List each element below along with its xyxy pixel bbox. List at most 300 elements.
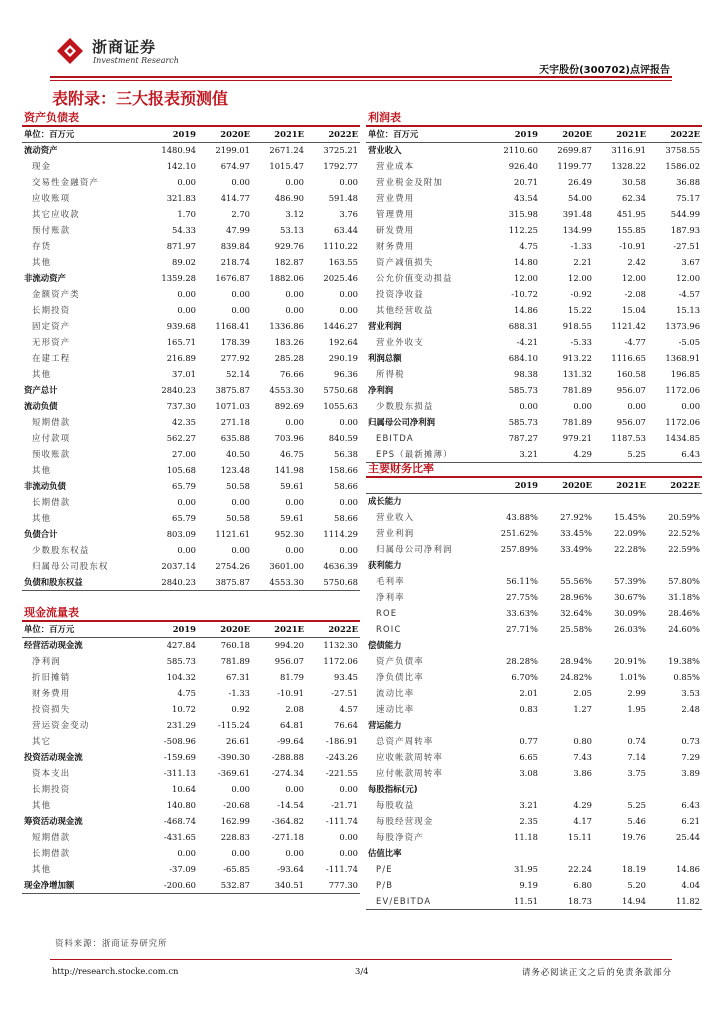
row-value: 7.29 (681, 752, 700, 762)
table-title: 主要财务比率 (366, 459, 702, 477)
row-value: 15.22 (568, 305, 592, 315)
row-label: 少数股东损益 (376, 401, 434, 411)
row-value: 451.95 (616, 209, 646, 219)
row-value: 2199.01 (215, 145, 250, 156)
column-header: 2021E (594, 477, 648, 493)
table-row (22, 558, 360, 574)
row-value (594, 717, 648, 733)
row-value: -468.74 (163, 816, 196, 826)
row-value: 231.29 (166, 720, 196, 730)
row-value: 1586.02 (665, 161, 701, 171)
row-value: 0.80 (573, 736, 592, 746)
row-label: 流动负债 (24, 401, 58, 411)
row-value: 50.58 (226, 481, 250, 491)
row-value: 1.01% (619, 672, 646, 682)
row-value: 918.55 (562, 321, 592, 331)
row-value: 285.28 (274, 353, 304, 363)
row-value: 1.70 (177, 209, 196, 219)
row-value: -0.92 (570, 289, 592, 299)
row-value: 30.58 (622, 177, 646, 187)
row-value: -369.61 (217, 768, 250, 778)
row-value: 0.83 (519, 704, 538, 714)
table-row (366, 893, 702, 909)
column-header: 2021E (252, 621, 306, 637)
table-row (366, 621, 702, 637)
row-value: 781.89 (562, 417, 592, 427)
row-label: 长期投资 (32, 305, 71, 315)
row-value: 414.77 (220, 193, 250, 203)
row-label: 应收帐款周转率 (376, 752, 444, 762)
row-value: 760.18 (220, 640, 250, 651)
row-value: -27.51 (673, 241, 701, 251)
row-value (540, 637, 594, 653)
row-value: 11.82 (648, 893, 702, 909)
report-title: 天宇股份(300702)点评报告 (539, 65, 670, 76)
unit-label: 单位：百万元 (22, 126, 144, 142)
row-value: 3.86 (573, 768, 592, 778)
row-label: 流动资产 (24, 145, 58, 156)
row-value: 31.95 (514, 864, 538, 874)
row-label: 应付款项 (32, 433, 71, 443)
row-value: 3.53 (681, 688, 700, 698)
row-value: 26.61 (226, 736, 250, 746)
row-value: 30.67% (614, 592, 646, 602)
row-label: 营业利润 (368, 321, 402, 331)
table-row (366, 573, 702, 589)
row-label: 应付帐款周转率 (376, 768, 444, 778)
row-label: 所得税 (376, 369, 405, 379)
row-value: -4.21 (516, 337, 538, 347)
row-value: 5750.68 (306, 574, 360, 590)
row-value: 218.74 (220, 257, 250, 267)
row-value: 3.12 (285, 209, 304, 219)
row-value: 2.99 (627, 688, 646, 698)
row-value: 585.73 (508, 385, 538, 395)
row-value: 105.68 (166, 465, 196, 475)
row-value: 27.92% (560, 512, 592, 522)
table-row (22, 478, 360, 494)
row-value: 840.59 (328, 433, 359, 443)
row-label: 流动比率 (376, 688, 415, 698)
table-row (366, 541, 702, 557)
table-row (22, 462, 360, 478)
row-value: -221.55 (325, 768, 359, 778)
row-value: 98.38 (514, 369, 538, 379)
column-header: 2022E (648, 126, 702, 142)
row-value: -1.33 (228, 688, 250, 698)
row-value: 1121.42 (611, 321, 646, 331)
row-value: 28.94% (560, 656, 592, 666)
row-value: 140.80 (166, 800, 196, 810)
financial-ratios-table (366, 459, 702, 910)
table-row (22, 174, 360, 190)
row-value: 0.00 (339, 497, 359, 507)
table-row (366, 605, 702, 621)
row-label: 资产总计 (24, 385, 58, 395)
row-label: 研发费用 (376, 225, 415, 235)
row-value: 55.56% (560, 576, 592, 586)
row-value: 4.57 (339, 704, 359, 714)
row-label: 净利润 (32, 656, 61, 666)
table-title: 现金流量表 (22, 603, 360, 621)
row-value: 1480.94 (161, 145, 196, 156)
row-value: 2754.26 (215, 561, 250, 571)
table-row (366, 877, 702, 893)
row-value: 2.01 (519, 688, 538, 698)
table-row (22, 158, 360, 174)
table-row (366, 765, 702, 781)
row-value: 839.84 (220, 241, 250, 251)
table-row (22, 430, 360, 446)
row-value: -200.60 (144, 877, 198, 893)
row-value: 1.27 (573, 704, 592, 714)
row-value: 26.03% (614, 624, 646, 634)
table-row (366, 813, 702, 829)
table-row (22, 334, 360, 350)
row-value: 14.86 (676, 864, 700, 874)
row-value: 1199.77 (557, 161, 592, 171)
row-value: 532.87 (198, 877, 252, 893)
row-value (648, 493, 702, 509)
row-value: -10.91 (277, 688, 304, 698)
row-value: 6.43 (648, 446, 702, 462)
row-value: 19.38% (668, 656, 700, 666)
row-value: 196.85 (670, 369, 701, 379)
row-value: 3758.55 (665, 145, 701, 156)
table-title-row (366, 459, 702, 477)
header-blank (366, 477, 486, 493)
row-label: 总资产周转率 (376, 736, 434, 746)
row-value: 6.43 (681, 800, 700, 810)
row-value: 1121.61 (215, 529, 250, 539)
row-value: -111.74 (325, 816, 359, 826)
income-statement-table (366, 108, 702, 463)
row-label: 在建工程 (32, 353, 71, 363)
row-value: -10.72 (511, 289, 538, 299)
row-value: 28.96% (560, 592, 592, 602)
row-value: 787.27 (508, 433, 538, 443)
row-value: 1172.06 (323, 656, 359, 666)
row-value: 14.86 (514, 305, 538, 315)
row-value: 15.45% (614, 512, 646, 522)
row-value: 155.85 (616, 225, 646, 235)
row-value: 3.21 (486, 446, 540, 462)
row-value: 0.00 (177, 848, 196, 858)
row-value: 228.83 (220, 832, 250, 842)
row-value: 1373.96 (665, 321, 701, 331)
table-row (366, 158, 702, 174)
row-value: 0.00 (339, 305, 359, 315)
row-value: 585.73 (166, 656, 196, 666)
row-value: 979.21 (562, 433, 592, 443)
row-value: 11.51 (486, 893, 540, 909)
column-header: 2020E (198, 126, 252, 142)
table-row (366, 414, 702, 430)
table-row (22, 366, 360, 382)
table-row (366, 190, 702, 206)
row-label: 财务费用 (376, 241, 415, 251)
row-value: 3.08 (519, 768, 538, 778)
row-value: -274.34 (271, 768, 304, 778)
row-value: -21.71 (331, 800, 359, 810)
column-header: 2021E (594, 126, 648, 142)
table-row (22, 749, 360, 765)
row-value: 674.97 (220, 161, 250, 171)
row-label: 预付账款 (32, 225, 71, 235)
row-value: -37.09 (169, 864, 196, 874)
row-value: -243.26 (325, 752, 359, 762)
footer-url-link[interactable]: http://research.stocke.com.cn (52, 966, 179, 976)
column-header: 2020E (540, 126, 594, 142)
row-label: 其他 (32, 257, 52, 267)
row-value: 3875.87 (198, 574, 252, 590)
table-row (22, 494, 360, 510)
row-value (594, 781, 648, 797)
row-value: 76.64 (334, 720, 359, 730)
table-title-row (366, 108, 702, 126)
row-label: 资本支出 (32, 768, 71, 778)
row-value: 24.60% (668, 624, 700, 634)
company-logo-icon (55, 36, 85, 66)
row-value: 216.89 (166, 353, 196, 363)
row-value: 3.75 (627, 768, 646, 778)
table-row (366, 174, 702, 190)
row-label: 筹资活动现金流 (24, 816, 83, 826)
row-value: 956.07 (616, 417, 646, 427)
row-value: 2.70 (231, 209, 250, 219)
table-row (22, 222, 360, 238)
row-value: 0.00 (339, 848, 359, 858)
row-value: -111.74 (325, 864, 359, 874)
row-value: 2.35 (519, 816, 538, 826)
row-value: 131.32 (562, 369, 592, 379)
row-value: 956.07 (616, 385, 646, 395)
row-value: 22.59% (668, 544, 700, 554)
row-value (486, 557, 540, 573)
row-label: 负债合计 (24, 529, 58, 539)
row-value: 5.25 (627, 800, 646, 810)
table-row (366, 302, 702, 318)
row-label: 营运能力 (368, 720, 402, 730)
row-value: 123.48 (220, 465, 250, 475)
table-row (366, 254, 702, 270)
row-value: 3.21 (519, 800, 538, 810)
row-label: 经营活动现金流 (24, 640, 83, 651)
row-value: -5.05 (678, 337, 701, 347)
row-value: 3.76 (339, 209, 359, 219)
table-row (22, 510, 360, 526)
row-label: 营运资金变动 (32, 720, 90, 730)
row-value (594, 845, 648, 861)
row-value: 26.49 (568, 177, 592, 187)
row-label: 其他 (32, 369, 52, 379)
cashflow-table (22, 603, 360, 894)
row-label: 营业外收支 (376, 337, 424, 347)
row-label: ROE (376, 608, 398, 618)
row-label: 估值比率 (368, 848, 402, 858)
row-value: 27.75% (506, 592, 538, 602)
row-value: 486.90 (274, 193, 304, 203)
row-label: 现金净增加额 (22, 877, 144, 893)
row-value: 76.66 (280, 369, 304, 379)
row-value: 0.00 (231, 177, 250, 187)
row-value: 688.31 (508, 321, 538, 331)
row-value: -390.30 (217, 752, 250, 762)
row-value: -14.54 (277, 800, 304, 810)
footer-divider (50, 959, 672, 960)
row-value: 803.09 (166, 529, 196, 539)
table-row (366, 653, 702, 669)
row-value: 6.21 (681, 816, 700, 826)
row-label: 净利率 (376, 592, 405, 602)
row-value: 19.76 (622, 832, 646, 842)
row-value: 64.81 (280, 720, 304, 730)
row-value: 33.49% (560, 544, 592, 554)
row-label: 存货 (32, 241, 52, 251)
row-value: 5.25 (594, 446, 648, 462)
table-row (22, 398, 360, 414)
row-value: 104.32 (166, 672, 196, 682)
row-value: 178.39 (220, 337, 250, 347)
row-label: EPS（最新摊薄） (366, 446, 486, 462)
row-value: 0.00 (177, 545, 196, 555)
row-value: 58.66 (334, 513, 359, 523)
row-label: 每股收益 (376, 800, 415, 810)
row-value: 20.71 (514, 177, 538, 187)
table-row (22, 350, 360, 366)
row-value: 1359.28 (161, 273, 196, 283)
table-row (22, 701, 360, 717)
row-value: -27.51 (331, 688, 359, 698)
row-value: 1187.53 (611, 433, 646, 443)
row-value: 22.28% (614, 544, 646, 554)
page-number: 3/4 (355, 966, 369, 976)
row-value: 4.04 (681, 880, 700, 890)
table-row (22, 526, 360, 542)
row-value: 31.18% (668, 592, 700, 602)
row-value: 952.30 (274, 529, 304, 539)
row-value: 53.13 (280, 225, 304, 235)
balance-sheet-table (22, 108, 360, 591)
row-value: 25.44 (676, 832, 700, 842)
row-value: 684.10 (508, 353, 538, 363)
table-row (366, 382, 702, 398)
row-value: -115.24 (217, 720, 250, 730)
row-value: 781.89 (220, 656, 250, 666)
row-label: 长期借款 (32, 848, 71, 858)
table-row (366, 669, 702, 685)
row-label: 长期借款 (32, 497, 71, 507)
row-value: -99.64 (277, 736, 304, 746)
row-value: 58.66 (334, 481, 359, 491)
table-row (22, 717, 360, 733)
table-row (366, 845, 702, 861)
table-row (366, 430, 702, 446)
row-value: 2.05 (573, 688, 592, 698)
row-value: 54.33 (172, 225, 196, 235)
table-row (22, 669, 360, 685)
table-row (22, 542, 360, 558)
row-value: 5750.68 (323, 385, 359, 395)
row-value: 0.85% (673, 672, 700, 682)
row-value (594, 557, 648, 573)
row-value: 112.25 (508, 225, 538, 235)
row-value: 15.04 (622, 305, 646, 315)
row-value: 4636.39 (323, 561, 359, 571)
row-label: 速动比率 (376, 704, 415, 714)
row-value: 737.30 (166, 401, 196, 411)
row-value (648, 637, 702, 653)
header-divider (50, 76, 672, 78)
row-label: 净利润 (368, 385, 394, 395)
row-value: 1015.47 (269, 161, 304, 171)
row-value: 1368.91 (665, 353, 701, 363)
row-value: -65.85 (223, 864, 250, 874)
row-value: -93.64 (277, 864, 304, 874)
row-label: 每股净资产 (376, 832, 424, 842)
table-row (22, 318, 360, 334)
row-value: 1110.22 (323, 241, 359, 251)
row-value: -20.68 (223, 800, 250, 810)
row-label: 固定资产 (32, 321, 71, 331)
row-value: 3.67 (681, 257, 701, 267)
row-value: 33.63% (506, 608, 538, 618)
row-value: 134.99 (562, 225, 592, 235)
row-value: 0.00 (285, 848, 304, 858)
row-value: 777.30 (306, 877, 360, 893)
column-header: 2020E (198, 621, 252, 637)
row-value: 3875.87 (215, 385, 250, 395)
table-row (22, 414, 360, 430)
row-value: 0.00 (339, 417, 359, 427)
table-row (22, 286, 360, 302)
row-value: 7.43 (573, 752, 592, 762)
row-value: 0.00 (231, 848, 250, 858)
row-value (594, 637, 648, 653)
row-value: 163.55 (328, 257, 359, 267)
row-value: -288.88 (271, 752, 304, 762)
row-value: 1055.63 (323, 401, 359, 411)
table-header-row (22, 126, 360, 142)
row-value: 22.09% (614, 528, 646, 538)
row-value: 0.00 (519, 401, 538, 411)
row-value (648, 717, 702, 733)
table-row (366, 142, 702, 158)
row-value: 183.26 (274, 337, 304, 347)
row-value: 158.66 (328, 465, 359, 475)
row-label: 营业成本 (376, 161, 415, 171)
row-value: 12.00 (568, 273, 592, 283)
row-value: 0.00 (285, 545, 304, 555)
row-label: 资产减值损失 (376, 257, 434, 267)
row-label: ROIC (376, 624, 402, 634)
row-value: 7.14 (627, 752, 646, 762)
table-row (22, 861, 360, 877)
row-value: -431.65 (163, 832, 196, 842)
table-row (366, 286, 702, 302)
row-value: 1172.06 (665, 385, 701, 395)
row-value: 3116.91 (611, 145, 646, 156)
row-value: 20.59% (668, 512, 700, 522)
row-value: 14.80 (514, 257, 538, 267)
row-value: 28.28% (506, 656, 538, 666)
table-row (366, 493, 702, 509)
row-value: 4553.30 (269, 385, 304, 395)
row-value: 18.19 (622, 864, 646, 874)
row-value: 18.73 (540, 893, 594, 909)
table-row (366, 222, 702, 238)
row-label: 营业费用 (376, 193, 415, 203)
